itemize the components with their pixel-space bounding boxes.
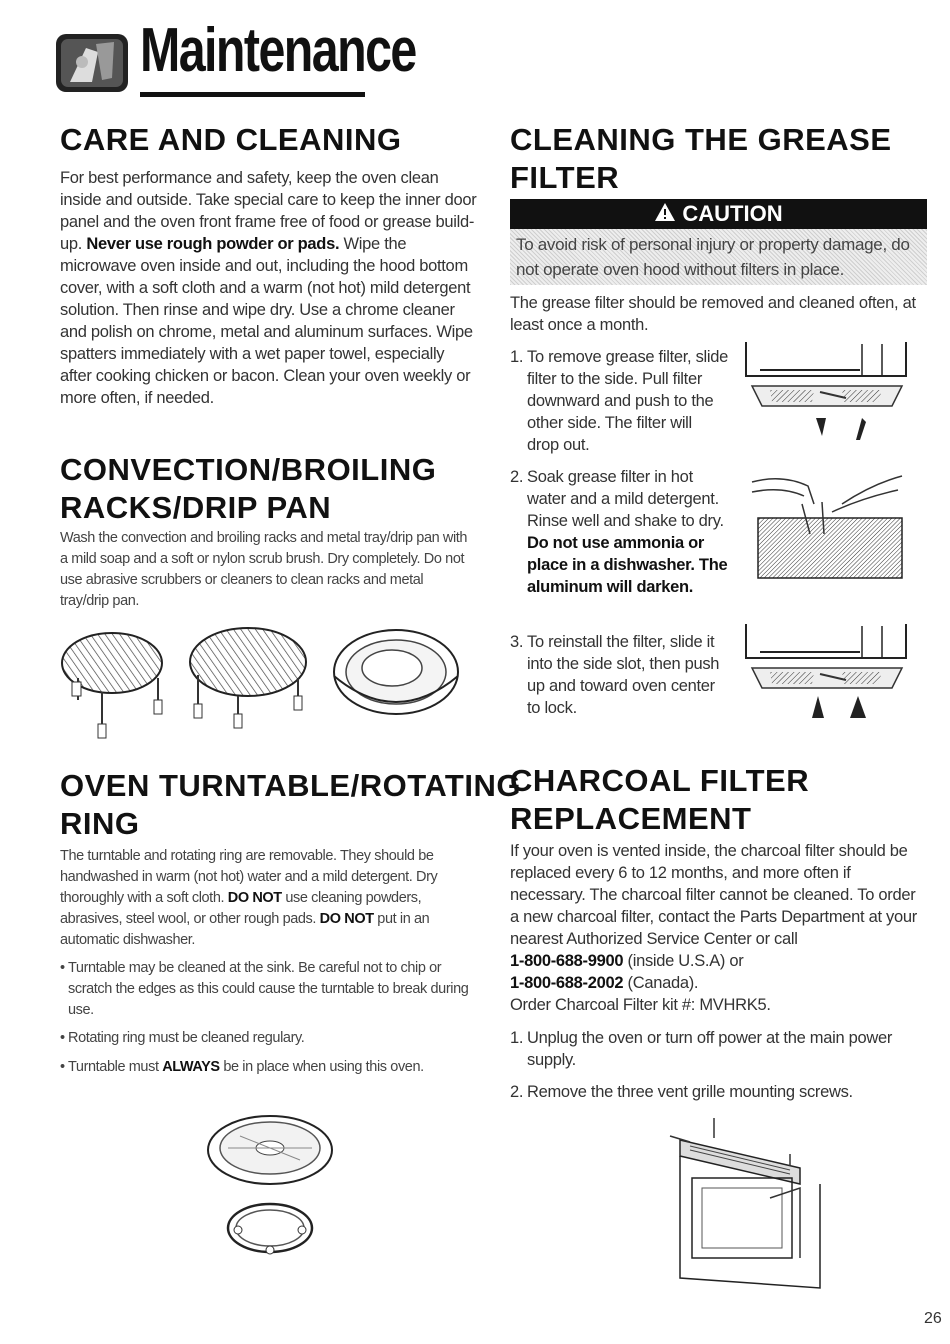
grease-step-2: 2. Soak grease filter in hot water and a mild detergent. Rinse well and shake to dry. Do not use ammonia or place in a dishwasher. The aluminum will darken. bbox=[510, 468, 728, 596]
warning-triangle-icon bbox=[654, 200, 676, 230]
phone-canada: 1-800-688-2002 bbox=[510, 974, 624, 992]
maintenance-logo-icon bbox=[52, 28, 132, 96]
charcoal-text: If your oven is vented inside, the charcoal filter should be replaced every 6 to 12 months, and more often if necessary. The charcoal filter cannot be cleaned. To order a new charcoal filter, contact the Parts Department at your nearest Authorized Service Center or call 1-800-688-9900 (inside U.S.A) or 1-800-688-2002 (Canada). Order Charcoal Filter kit #: MVHRK5. bbox=[510, 842, 917, 1014]
turntable-bullet-2: • Rotating ring must be cleaned regulary. bbox=[60, 1030, 305, 1046]
filter-reinstall-illustration bbox=[742, 622, 912, 732]
caution-banner: CAUTION bbox=[510, 199, 927, 229]
turntable-bullet-1: • Turntable may be cleaned at the sink. Be careful not to chip or scratch the edges as this could cause the turntable to break during use. bbox=[60, 960, 469, 1018]
turntable-illustration bbox=[200, 1100, 340, 1260]
grease-filter-heading: CLEANING THE GREASE FILTER bbox=[510, 122, 892, 195]
turntable-heading: OVEN TURNTABLE/ROTATING RING bbox=[60, 768, 521, 841]
grease-step-1: 1. To remove grease filter, slide filter to the side. Pull filter downward and push to the other side. The filter will drop out. bbox=[510, 348, 729, 454]
vent-grille-illustration bbox=[650, 1118, 830, 1298]
care-cleaning-text: For best performance and safety, keep the oven clean inside and outside. Take special care to keep the inner door panel and the oven front frame free of food or grease build-up. Never use rough powder or pads. Wipe the microwave oven inside and out, including the hood bottom cover, with a soft cloth and a warm (not hot) mild detergent solution. Then rinse and wipe dry. Use a chrome cleaner and polish on chrome, metal and aluminum surfaces. Wipe spatters immediately with a wet paper towel, especially after cooking chicken or bacon. Clean your oven weekly or more often, if needed. bbox=[60, 169, 477, 407]
page-number: 26 bbox=[924, 1310, 942, 1327]
charcoal-filter-heading: CHARCOAL FILTER REPLACEMENT bbox=[510, 763, 810, 836]
caution-text: To avoid risk of personal injury or property damage, do not operate oven hood without filters in place. bbox=[510, 229, 927, 285]
broiling-rack-illustration bbox=[58, 620, 498, 750]
grease-step-3: 3. To reinstall the filter, slide it into the side slot, then push up and toward oven center to lock. bbox=[510, 633, 720, 717]
grease-intro: The grease filter should be removed and cleaned often, at least once a month. bbox=[510, 294, 916, 334]
turntable-text: The turntable and rotating ring are removable. They should be handwashed in warm (not hot) water and a mild detergent. Dry thoroughly with a soft cloth. DO NOT use cleaning powders, abrasives, steel wool, or other rough pads. DO NOT put in an automatic dishwasher. bbox=[60, 848, 438, 948]
page-title: Maintenance bbox=[140, 16, 416, 85]
charcoal-step-1: 1. Unplug the oven or turn off power at the main power supply. bbox=[510, 1029, 893, 1069]
phone-us: 1-800-688-9900 bbox=[510, 952, 624, 970]
charcoal-step-2: 2. Remove the three vent grille mounting screws. bbox=[510, 1083, 853, 1101]
turntable-bullet-3: • Turntable must ALWAYS be in place when using this oven. bbox=[60, 1059, 424, 1075]
racks-text: Wash the convection and broiling racks and metal tray/drip pan with a mild soap and a soft or nylon scrub brush. Dry completely. Do not use abrasive scrubbers or cleaners to clean racks and metal tray/drip pan. bbox=[60, 530, 468, 609]
racks-heading: CONVECTION/BROILING RACKS/DRIP PAN bbox=[60, 452, 437, 525]
soak-filter-illustration bbox=[742, 464, 912, 594]
care-cleaning-heading: CARE AND CLEANING bbox=[60, 122, 402, 157]
filter-removal-illustration bbox=[742, 340, 912, 450]
title-underline bbox=[140, 92, 365, 97]
